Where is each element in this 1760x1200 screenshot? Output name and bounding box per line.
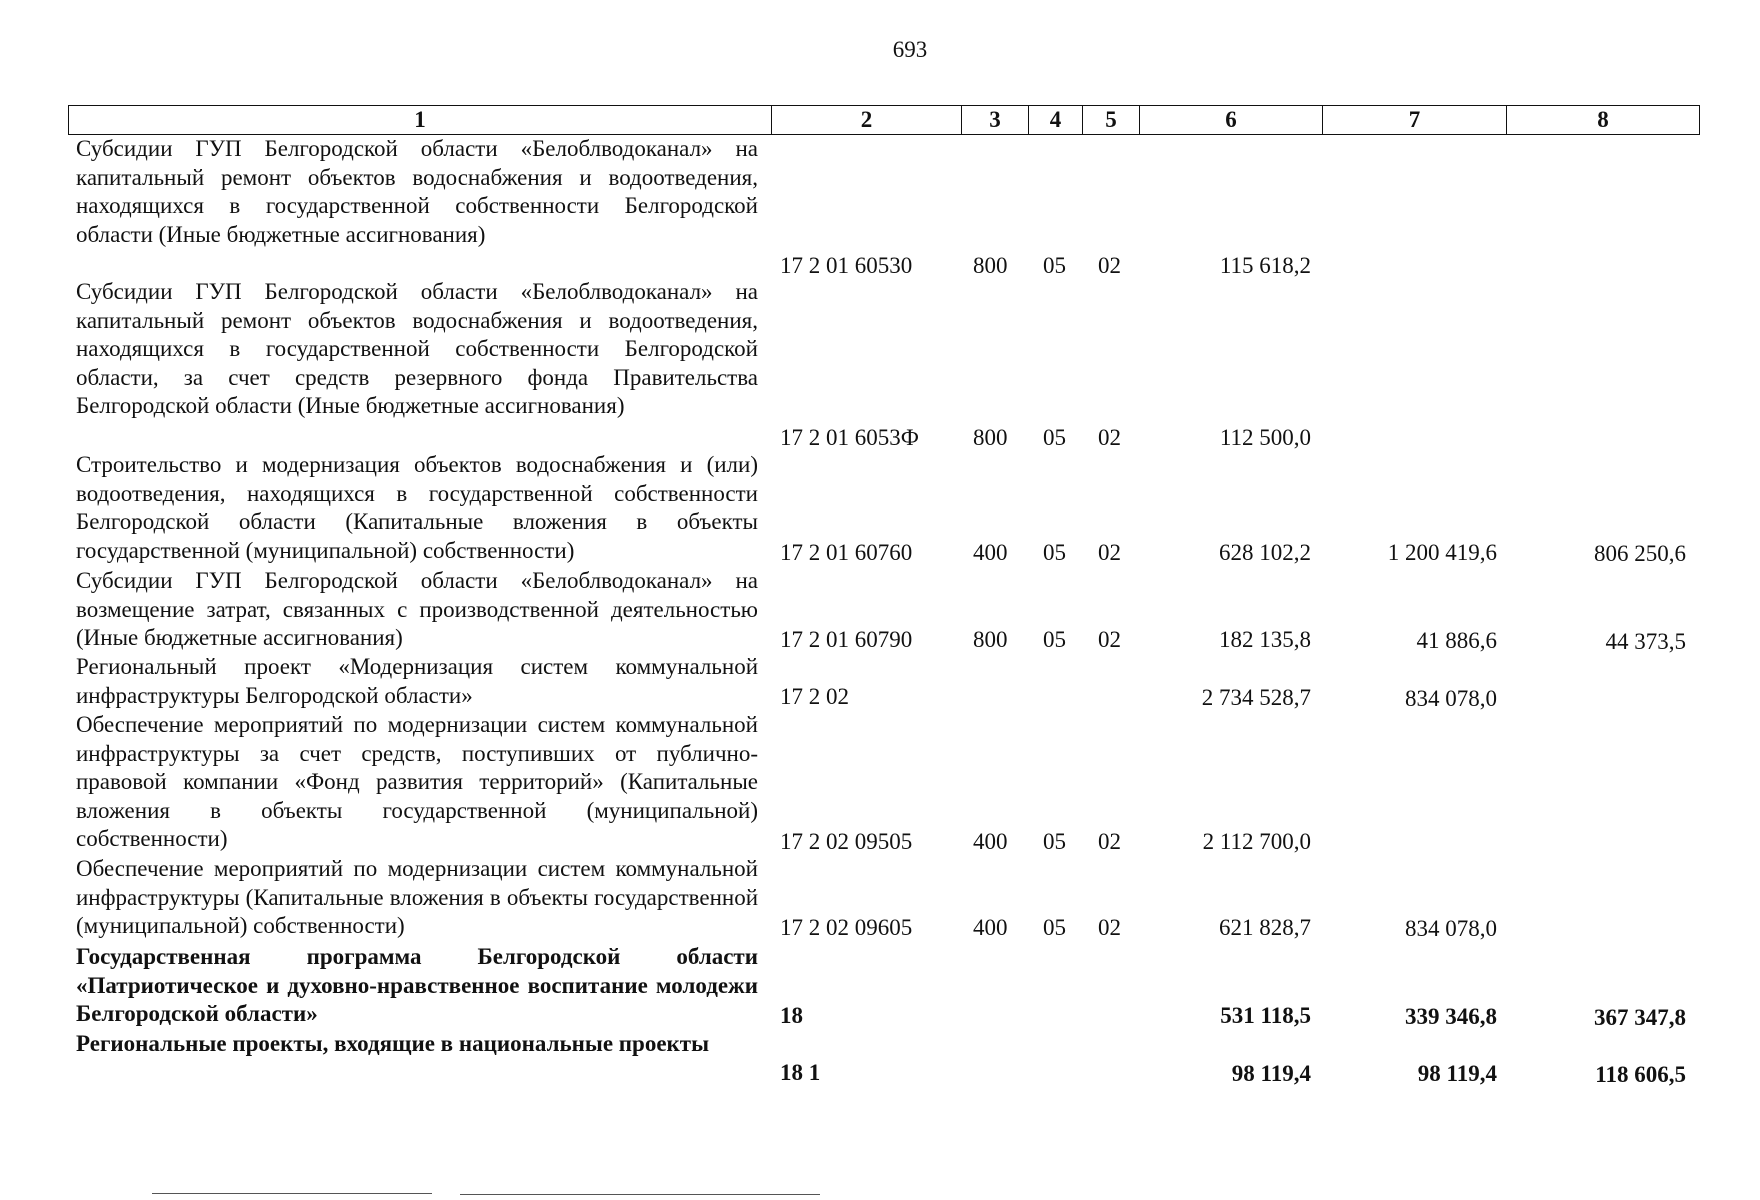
row-col-7: 339 346,8: [1405, 1004, 1497, 1029]
row-col-6: 115 618,2: [1219, 253, 1311, 278]
row-description: Региональный проект «Модернизация систем коммунальной инфраструктуры Белгородской области»: [76, 654, 758, 708]
row-col-6: 628 102,2: [1219, 540, 1311, 565]
row-col-5: 02: [1098, 540, 1121, 565]
row-col-8: 44 373,5: [1605, 629, 1686, 654]
row-col-5: 02: [1098, 253, 1121, 278]
row-code: 17 2 01 60760: [780, 540, 913, 565]
header-col-7: 7: [1322, 106, 1506, 134]
row-col-6: 98 119,4: [1231, 1061, 1311, 1086]
table-header-row: [68, 105, 1700, 135]
row-code: 17 2 02 09605: [780, 915, 913, 940]
header-col-6: 6: [1139, 106, 1322, 134]
row-col-7: 1 200 419,6: [1387, 540, 1497, 565]
row-code: 17 2 01 60530: [780, 253, 913, 278]
page-number: 693: [892, 37, 928, 62]
row-description: Субсидии ГУП Белгородской области «Белоблводоканал» на капитальный ремонт объектов водоснабжения и водоотведения, находящихся в государственной собственности Белгородской области, за счет средств резервного фонда Правительства Белгородской области (Иные бюджетные ассигнования): [76, 279, 758, 419]
row-col-4: 05: [1043, 829, 1066, 854]
row-col-7: 98 119,4: [1417, 1061, 1497, 1086]
row-col-6: 2 734 528,7: [1201, 685, 1311, 710]
row-col-5: 02: [1098, 829, 1121, 854]
row-col-6: 531 118,5: [1220, 1003, 1311, 1028]
row-code: 17 2 01 60790: [780, 627, 913, 652]
row-col-3: 400: [973, 915, 1008, 940]
row-col-4: 05: [1043, 915, 1066, 940]
row-col-4: 05: [1043, 253, 1066, 278]
row-code: 18 1: [780, 1060, 821, 1085]
row-col-3: 400: [973, 829, 1008, 854]
row-col-7: 41 886,6: [1416, 628, 1497, 653]
row-code: 18: [780, 1003, 803, 1028]
header-col-5: 5: [1082, 106, 1139, 134]
header-col-2: 2: [771, 106, 961, 134]
row-col-4: 05: [1043, 540, 1066, 565]
row-description: Обеспечение мероприятий по модернизации систем коммунальной инфраструктуры (Капитальные вложения в объекты государственной (муниципальной) собственности): [76, 856, 758, 939]
row-description: Обеспечение мероприятий по модернизации систем коммунальной инфраструктуры за счет средств, поступивших от публично-правовой компании «Фонд развития территорий» (Капитальные вложения в объекты государственной (муниципальной) собственности): [76, 712, 758, 852]
row-col-8: 367 347,8: [1594, 1005, 1686, 1030]
row-col-6: 112 500,0: [1219, 425, 1311, 450]
header-col-8: 8: [1506, 106, 1699, 134]
header-col-4: 4: [1028, 106, 1082, 134]
row-description: Региональные проекты, входящие в национальные проекты: [76, 1031, 710, 1056]
row-col-3: 800: [973, 253, 1008, 278]
row-description: Субсидии ГУП Белгородской области «Белоблводоканал» на возмещение затрат, связанных с производственной деятельностью (Иные бюджетные ассигнования): [76, 568, 758, 651]
header-col-3: 3: [961, 106, 1028, 134]
row-col-5: 02: [1098, 627, 1121, 652]
row-col-3: 800: [973, 627, 1008, 652]
row-col-6: 2 112 700,0: [1202, 829, 1311, 854]
row-col-4: 05: [1043, 425, 1066, 450]
row-col-6: 182 135,8: [1219, 627, 1311, 652]
header-col-1: 1: [414, 107, 426, 132]
row-description: Государственная программа Белгородской области «Патриотическое и духовно-нравственное воспитание молодежи Белгородской области»: [76, 944, 758, 1027]
row-col-8: 118 606,5: [1595, 1062, 1686, 1087]
row-col-6: 621 828,7: [1219, 915, 1311, 940]
row-code: 17 2 02 09505: [780, 829, 913, 854]
row-code: 17 2 02: [780, 684, 849, 709]
row-col-5: 02: [1098, 915, 1121, 940]
row-code: 17 2 01 6053Ф: [780, 425, 919, 450]
row-description: Субсидии ГУП Белгородской области «Белоблводоканал» на капитальный ремонт объектов водоснабжения и водоотведения, находящихся в государственной собственности Белгородской области (Иные бюджетные ассигнования): [76, 136, 758, 247]
scan-line: [152, 1193, 432, 1194]
scan-line: [460, 1194, 820, 1195]
row-col-3: 800: [973, 425, 1008, 450]
row-col-7: 834 078,0: [1405, 686, 1497, 711]
row-col-5: 02: [1098, 425, 1121, 450]
row-col-8: 806 250,6: [1594, 541, 1686, 566]
row-col-3: 400: [973, 540, 1008, 565]
row-col-4: 05: [1043, 627, 1066, 652]
row-col-7: 834 078,0: [1405, 916, 1497, 941]
row-description: Строительство и модернизация объектов водоснабжения и (или) водоотведения, находящихся в государственной собственности Белгородской области (Капитальные вложения в объекты государственной (муниципальной) собственности): [76, 452, 758, 563]
